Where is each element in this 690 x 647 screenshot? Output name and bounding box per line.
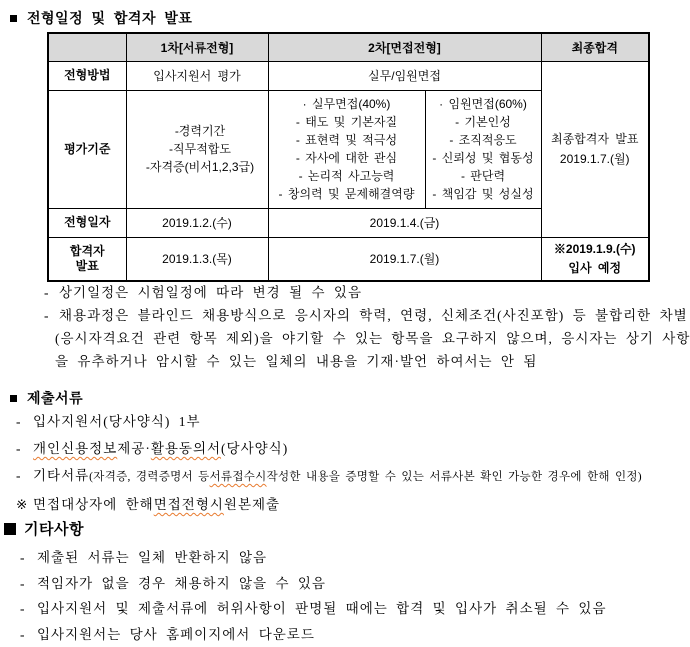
dash-bullet	[44, 327, 55, 350]
section-documents-title: 제출서류	[27, 388, 83, 408]
header-final: 최종합격	[541, 33, 649, 61]
header-round2: 2차[면접전형]	[268, 33, 541, 61]
date-round2: 2019.1.4.(금)	[268, 208, 541, 237]
criteria-line: -자격증(비서1,2,3급)	[137, 158, 264, 176]
list-item	[16, 462, 642, 491]
list-item	[20, 571, 607, 597]
note-text: 을 유추하거나 암시할 수 있는 일체의 내용을 기재·발언 하여서는 안 됨	[55, 350, 537, 373]
date-round1: 2019.1.2.(수)	[126, 208, 268, 237]
square-bullet-icon	[4, 523, 16, 535]
announce-final-cell	[541, 237, 649, 281]
table-row-announce	[48, 237, 649, 281]
row-label-method: 전형방법	[48, 61, 126, 90]
square-bullet-icon	[10, 15, 17, 22]
item-text: 면접대상자에 한해	[33, 491, 154, 518]
final-announcement-line1: 최종합격자 발표	[546, 129, 645, 149]
list-item	[20, 622, 607, 647]
header-round1: 1차[서류전형]	[126, 33, 268, 61]
dash-bullet: -	[44, 281, 59, 304]
list-item	[20, 545, 607, 571]
announce-round2: 2019.1.7.(월)	[268, 237, 541, 281]
schedule-table	[47, 32, 650, 282]
note-text: 채용과정은 블라인드 채용방식으로 응시자의 학력, 연령, 신체조건(사진포함) 등 불합리한 차별	[59, 304, 688, 327]
square-bullet-icon	[10, 395, 17, 402]
dash-bullet: -	[16, 435, 33, 462]
section-others-heading	[4, 518, 84, 539]
others-list	[20, 545, 607, 647]
dash-bullet: -	[20, 571, 37, 597]
method-round2: 실무/임원면접	[268, 61, 541, 90]
dash-bullet: -	[44, 304, 59, 327]
item-text: 원본제출	[224, 491, 280, 518]
item-text-small: 작성한 내용을 증명할 수 있는 서류사본 확인 가능한 경우에 한해 인정)	[267, 464, 642, 491]
criteria-line: · 임원면접(60%)	[430, 95, 537, 113]
list-item	[16, 491, 642, 518]
table-row-method	[48, 61, 649, 90]
item-text-misspelled: 서류접수시	[210, 464, 267, 491]
item-text: (당사양식)	[221, 435, 288, 462]
criteria-round1-cell	[126, 90, 268, 208]
dash-bullet: -	[16, 408, 33, 435]
documents-list	[16, 408, 642, 518]
final-announcement-line2: 2019.1.7.(월)	[546, 149, 645, 169]
announce-label-line2: 발표	[53, 259, 122, 274]
announce-final-line1: ※2019.1.9.(수)	[546, 240, 645, 259]
announce-label-line1: 합격자	[53, 244, 122, 259]
note-text: 상기일정은 시험일정에 따라 변경 될 수 있음	[59, 281, 362, 304]
note-line	[44, 350, 690, 373]
item-text: 적임자가 없을 경우 채용하지 않을 수 있음	[37, 571, 326, 597]
note-line	[44, 304, 690, 327]
criteria-line: - 조직적응도	[430, 131, 537, 149]
criteria-line: - 논리적 사고능력	[273, 167, 421, 185]
dash-bullet	[44, 350, 55, 373]
reference-mark: ※	[16, 491, 33, 518]
section-others-title: 기타사항	[24, 518, 84, 539]
item-text-misspelled: 면접전형시	[154, 491, 224, 518]
item-text: 제출된 서류는 일체 반환하지 않음	[37, 545, 267, 571]
criteria-line: · 실무면접(40%)	[273, 95, 421, 113]
item-text-small: (자격증, 경력증명서 등	[89, 464, 209, 491]
method-round1: 입사지원서 평가	[126, 61, 268, 90]
schedule-notes	[44, 281, 690, 373]
announce-final-line2: 입사 예정	[546, 259, 645, 278]
row-label-announce	[48, 237, 126, 281]
list-item	[20, 596, 607, 622]
criteria-line: - 기본인성	[430, 113, 537, 131]
criteria-line: - 판단력	[430, 167, 537, 185]
item-text: 제공·	[117, 435, 151, 462]
criteria-line: - 책임감 및 성실성	[430, 185, 537, 203]
criteria-line: - 표현력 및 적극성	[273, 131, 421, 149]
criteria-line: -직무적합도	[137, 140, 264, 158]
criteria-line: - 태도 및 기본자질	[273, 113, 421, 131]
item-text-misspelled: 활용동의서	[151, 435, 221, 462]
section-documents-heading	[10, 388, 83, 408]
final-announcement-cell	[541, 61, 649, 237]
note-line	[44, 327, 690, 350]
row-label-date: 전형일자	[48, 208, 126, 237]
item-text-misspelled: 개인신용정보	[33, 435, 117, 462]
item-text: 기타서류	[33, 462, 89, 489]
criteria-round2-right-cell	[425, 90, 541, 208]
item-text: 입사지원서(당사양식) 1부	[33, 408, 201, 435]
criteria-round2-left-cell	[268, 90, 425, 208]
dash-bullet: -	[20, 596, 37, 622]
note-text: (응시자격요건 관련 항목 제외)을 야기할 수 있는 항목을 요구하지 않으며, 응시자는 상기 사항	[55, 327, 690, 350]
list-item	[16, 408, 642, 435]
dash-bullet: -	[20, 545, 37, 571]
criteria-line: - 자사에 대한 관심	[273, 149, 421, 167]
item-text: 입사지원서 및 제출서류에 허위사항이 판명될 때에는 합격 및 입사가 취소될 수 있음	[37, 596, 607, 622]
item-text: 입사지원서는 당사 홈페이지에서 다운로드	[37, 622, 315, 647]
criteria-line: -경력기간	[137, 122, 264, 140]
section-schedule-title: 전형일정 및 합격자 발표	[27, 8, 192, 28]
note-line	[44, 281, 690, 304]
dash-bullet: -	[20, 622, 37, 647]
section-schedule-heading	[10, 8, 192, 28]
table-header-row	[48, 33, 649, 61]
list-item	[16, 435, 642, 462]
announce-round1: 2019.1.3.(목)	[126, 237, 268, 281]
row-label-criteria: 평가기준	[48, 90, 126, 208]
header-empty-cell	[48, 33, 126, 61]
criteria-line: - 신뢰성 및 협동성	[430, 149, 537, 167]
dash-bullet: -	[16, 462, 33, 489]
criteria-line: - 창의력 및 문제해결역량	[273, 185, 421, 203]
